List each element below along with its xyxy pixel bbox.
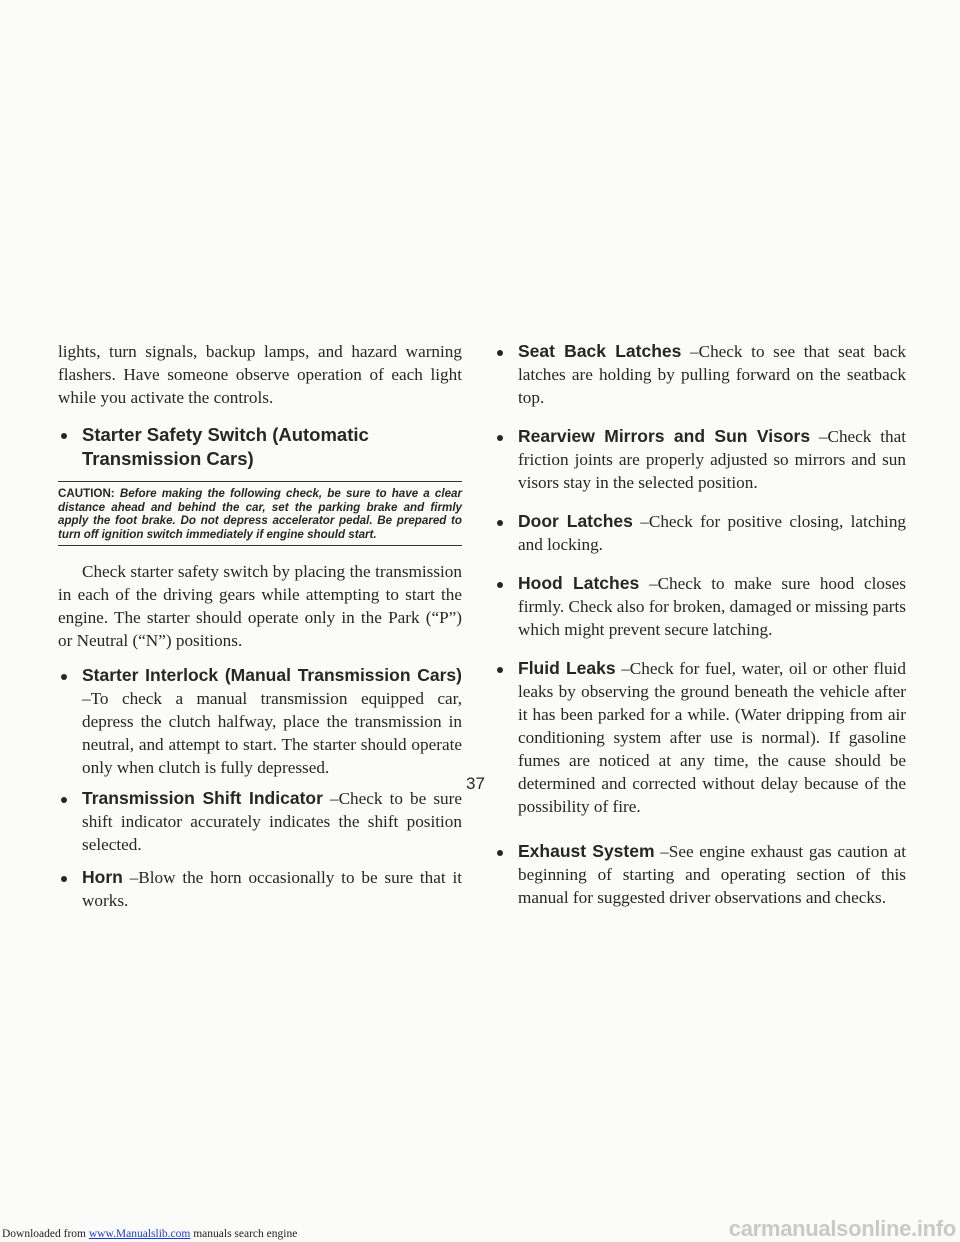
item-text: –Check to see that seat back latches are holding by pulling forward on the seatback top. [518, 342, 906, 407]
left-column [58, 340, 462, 912]
item-title: Rearview Mirrors and Sun Visors [518, 426, 811, 446]
item-title: Hood Latches [518, 573, 640, 593]
page-number: 37 [466, 774, 485, 793]
list-item [494, 425, 906, 494]
list-item [58, 787, 462, 856]
bullet-icon [497, 350, 503, 356]
item-title: Exhaust System [518, 841, 655, 861]
item-title: Seat Back Latches [518, 341, 682, 361]
bullet-icon [497, 435, 503, 441]
list-item [58, 664, 462, 779]
item-title: Starter Interlock (Manual Transmission Cars) [82, 665, 462, 685]
caution-text: Before making the following check, be sure to have a clear distance ahead and behind the car, set the parking brake and firmly apply the foot brake. Do not depress accelerator pedal. Be prepared to turn off ignition switch immediately if engine should start. [58, 487, 462, 541]
list-item [494, 510, 906, 556]
bullet-icon [497, 850, 503, 856]
bullet-icon [61, 433, 67, 439]
item-text: –Check to be sure shift indicator accurately indicates the shift position selected. [82, 789, 462, 854]
footer-prefix: Downloaded from [2, 1228, 86, 1240]
bullet-icon [497, 582, 503, 588]
watermark: carmanualsonline.info [728, 1216, 956, 1241]
item-text: –Check for positive closing, latching and locking. [518, 512, 907, 554]
caution-label: CAUTION: [58, 487, 115, 500]
list-item [494, 572, 906, 641]
caution-box [58, 481, 462, 546]
footer-suffix: manuals search engine [193, 1228, 298, 1240]
starter-safety-heading-item [58, 423, 462, 471]
list-item [58, 866, 462, 912]
bullet-icon [497, 667, 503, 673]
list-item [494, 657, 906, 818]
bullet-icon [61, 876, 67, 882]
item-text: –Check for fuel, water, oil or other fluid leaks by observing the ground beneath the vehicle after it has been parked for a while. (Water dripping from air conditioning system after use is normal). If gasoline fumes are noticed at any time, the cause should be determined and corrected without delay because of the possibility of fire. [518, 659, 907, 816]
item-text: –See engine exhaust gas caution at beginning of starting and operating section of this manual for suggested driver observations and checks. [518, 842, 906, 907]
item-text: –To check a manual transmission equipped car, depress the clutch halfway, place the transmission in neutral, and attempt to start. The starter should operate only when clutch is fully depressed. [82, 689, 462, 777]
item-text: –Check to make sure hood closes firmly. Check also for broken, damaged or missing parts which might prevent secure latching. [518, 574, 906, 639]
bullet-icon [61, 797, 67, 803]
item-title: Transmission Shift Indicator [82, 788, 323, 808]
item-title: Door Latches [518, 511, 633, 531]
item-title: Fluid Leaks [518, 658, 616, 678]
download-footer [2, 1228, 297, 1240]
list-item [494, 340, 906, 409]
intro-text: lights, turn signals, backup lamps, and hazard warning flashers. Have someone observe operation of each light while you activate the controls. [58, 342, 462, 407]
starter-safety-body: Check starter safety switch by placing the transmission in each of the driving gears while attempting to start the engine. The starter should operate only in the Park (“P”) or Neutral (“N”) positions. [58, 562, 462, 650]
manualslib-link[interactable]: www.Manualslib.com [88, 1228, 191, 1240]
bullet-icon [61, 674, 67, 680]
item-text: –Check that friction joints are properly adjusted so mirrors and sun visors stay in the selected position. [518, 427, 906, 492]
starter-safety-heading: Starter Safety Switch (Automatic Transmission Cars) [82, 424, 369, 469]
list-item [494, 840, 906, 909]
item-text: –Blow the horn occasionally to be sure that it works. [82, 868, 463, 910]
right-column [494, 340, 906, 909]
item-title: Horn [82, 867, 123, 887]
bullet-icon [497, 520, 503, 526]
